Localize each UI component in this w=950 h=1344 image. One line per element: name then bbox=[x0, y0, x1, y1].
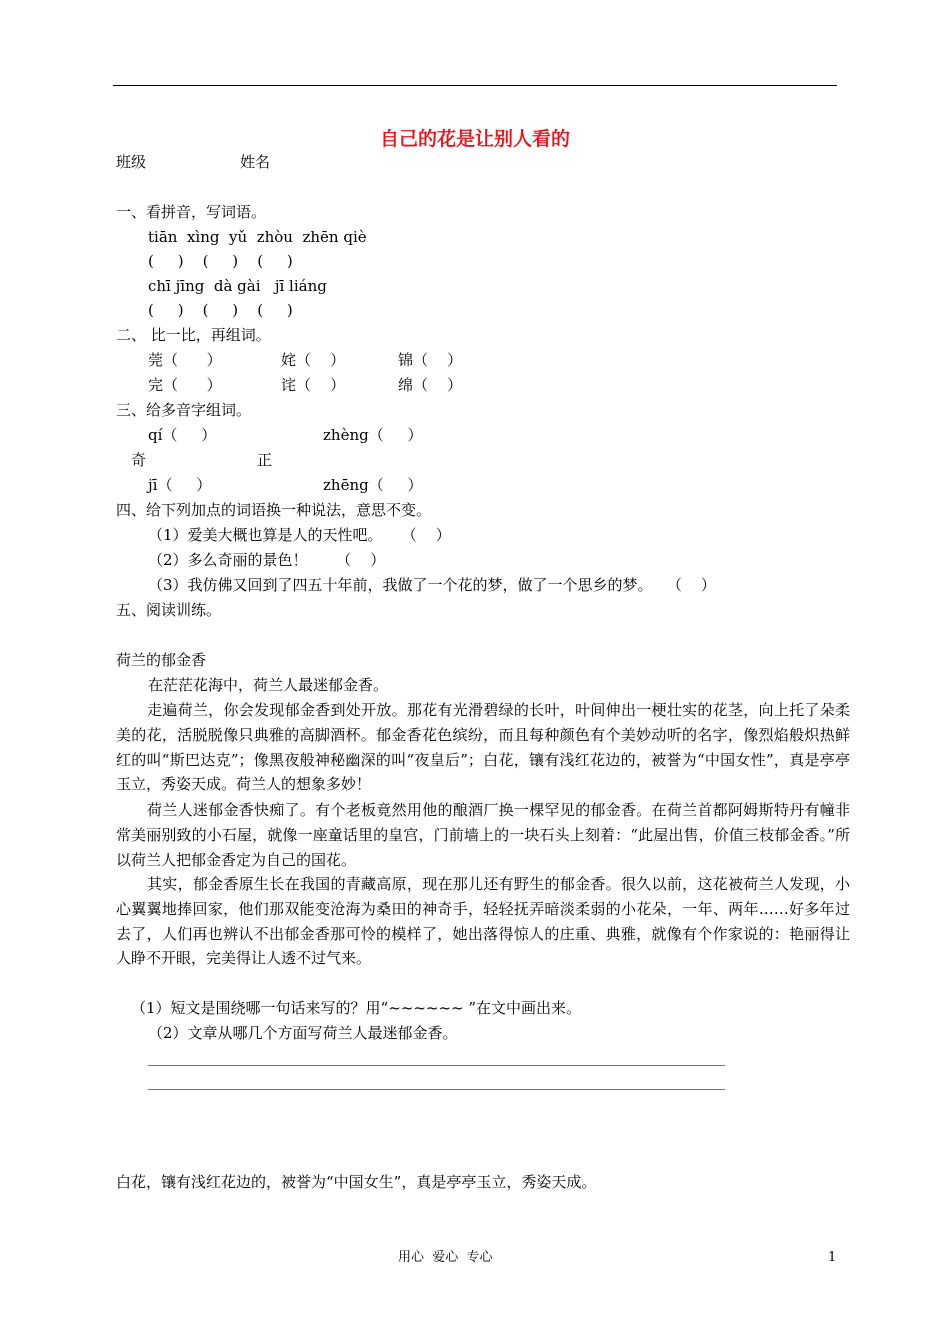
reading-paragraph-4: 其实，郁金香原生长在我国的青藏高原，现在那儿还有野生的郁金香。很久以前，这花被荷兰人发现，小心翼翼地捧回家，他们那双能变沧海为桑田的神奇手，轻轻抚弄暗淡柔弱的小花朵，一年、两年……好多年过去了，人们再也辨认不出郁金香那可怜的模样了，她出落得惊人的庄重、典雅，就像有个作家说的：艳丽得让人睁不开眼，完美得让人透不过气来。 bbox=[116, 875, 850, 968]
q2-row2-item2[interactable]: 诧（ ） bbox=[281, 376, 346, 394]
reading-paragraph-2: 走遍荷兰，你会发现郁金香到处开放。那花有光滑碧绿的长叶，叶间伸出一梗壮实的花茎，向上托了朵柔美的花，活脱脱像只典雅的高脚酒杯。郁金香花色缤纷，而且每种颜色有个美妙动听的名字，像烈焰般炽热鲜红的叫“斯巴达克”；像黑夜般神秘幽深的叫“夜皇后”；白花，镶有浅红花边的，被誉为“中国女性”，真是亭亭玉立，秀姿天成。荷兰人的想象多妙！ bbox=[116, 701, 850, 794]
q2-row2-item1[interactable]: 完（ ） bbox=[148, 376, 222, 394]
answer-line[interactable] bbox=[148, 1065, 725, 1066]
q5-heading: 五、阅读训练。 bbox=[116, 601, 222, 619]
q1-row1-pinyin: tiān xìng yǔ zhòu zhēn qiè bbox=[148, 228, 367, 246]
footer-motto: 用心 爱心 专心 bbox=[398, 1250, 493, 1265]
class-label: 班级 bbox=[116, 153, 147, 171]
q1-row2-pinyin: chī jīng dà gài jī liáng bbox=[148, 277, 327, 295]
answer-line[interactable] bbox=[148, 1089, 725, 1090]
q3-qi-top[interactable]: qí（ ） bbox=[148, 426, 217, 444]
q4-item1[interactable]: （1）爱美大概也算是人的天性吧。 （ ） bbox=[148, 526, 451, 544]
q3-qi-bottom[interactable]: jī（ ） bbox=[148, 476, 212, 494]
q3-heading: 三、给多音字组词。 bbox=[116, 401, 252, 419]
q3-zheng-bottom[interactable]: zhēng（ ） bbox=[323, 476, 423, 494]
q4-item2[interactable]: （2）多么奇丽的景色！ （ ） bbox=[148, 551, 386, 569]
q3-zheng-top[interactable]: zhèng（ ） bbox=[323, 426, 423, 444]
q4-item3[interactable]: （3）我仿佛又回到了四五十年前，我做了一个花的梦，做了一个思乡的梦。 （ ） bbox=[148, 576, 716, 594]
reading-title: 荷兰的郁金香 bbox=[116, 651, 207, 669]
q1-row2-blanks[interactable]: ( ) ( ) ( ) bbox=[148, 301, 293, 319]
page-title: 自己的花是让别人看的 bbox=[379, 128, 570, 150]
page-number: 1 bbox=[828, 1250, 837, 1265]
reading-question-2: （2）文章从哪几个方面写荷兰人最迷郁金香。 bbox=[148, 1024, 458, 1042]
q3-char-qi: 奇 bbox=[131, 451, 147, 469]
q3-char-zheng: 正 bbox=[257, 451, 273, 469]
q1-heading: 一、看拼音，写词语。 bbox=[116, 203, 267, 221]
bottom-note: 白花，镶有浅红花边的，被誉为“中国女生”，真是亭亭玉立，秀姿天成。 bbox=[116, 1173, 597, 1191]
q2-heading: 二、 比一比，再组词。 bbox=[116, 326, 271, 344]
q1-row1-blanks[interactable]: ( ) ( ) ( ) bbox=[148, 252, 293, 270]
reading-paragraph-3: 荷兰人迷郁金香快痴了。有个老板竟然用他的酿酒厂换一棵罕见的郁金香。在荷兰首都阿姆斯特丹有幢非常美丽别致的小石屋，就像一座童话里的皇宫，门前墙上的一块石头上刻着：“此屋出售，价值三枝郁金香。”所以荷兰人把郁金香定为自己的国花。 bbox=[116, 801, 850, 869]
reading-paragraph-1: 在茫茫花海中，荷兰人最迷郁金香。 bbox=[148, 676, 389, 694]
name-label: 姓名 bbox=[240, 153, 271, 171]
q2-row2-item3[interactable]: 绵（ ） bbox=[398, 376, 463, 394]
q2-row1-item3[interactable]: 锦（ ） bbox=[398, 351, 463, 369]
q2-row1-item1[interactable]: 莞（ ） bbox=[148, 351, 222, 369]
reading-question-1: （1）短文是围绕哪一句话来写的？用“~~~~~~ ”在文中画出来。 bbox=[131, 999, 582, 1017]
header-rule bbox=[113, 85, 837, 86]
q2-row1-item2[interactable]: 姹（ ） bbox=[281, 351, 346, 369]
q4-heading: 四、给下列加点的词语换一种说法，意思不变。 bbox=[116, 501, 432, 519]
